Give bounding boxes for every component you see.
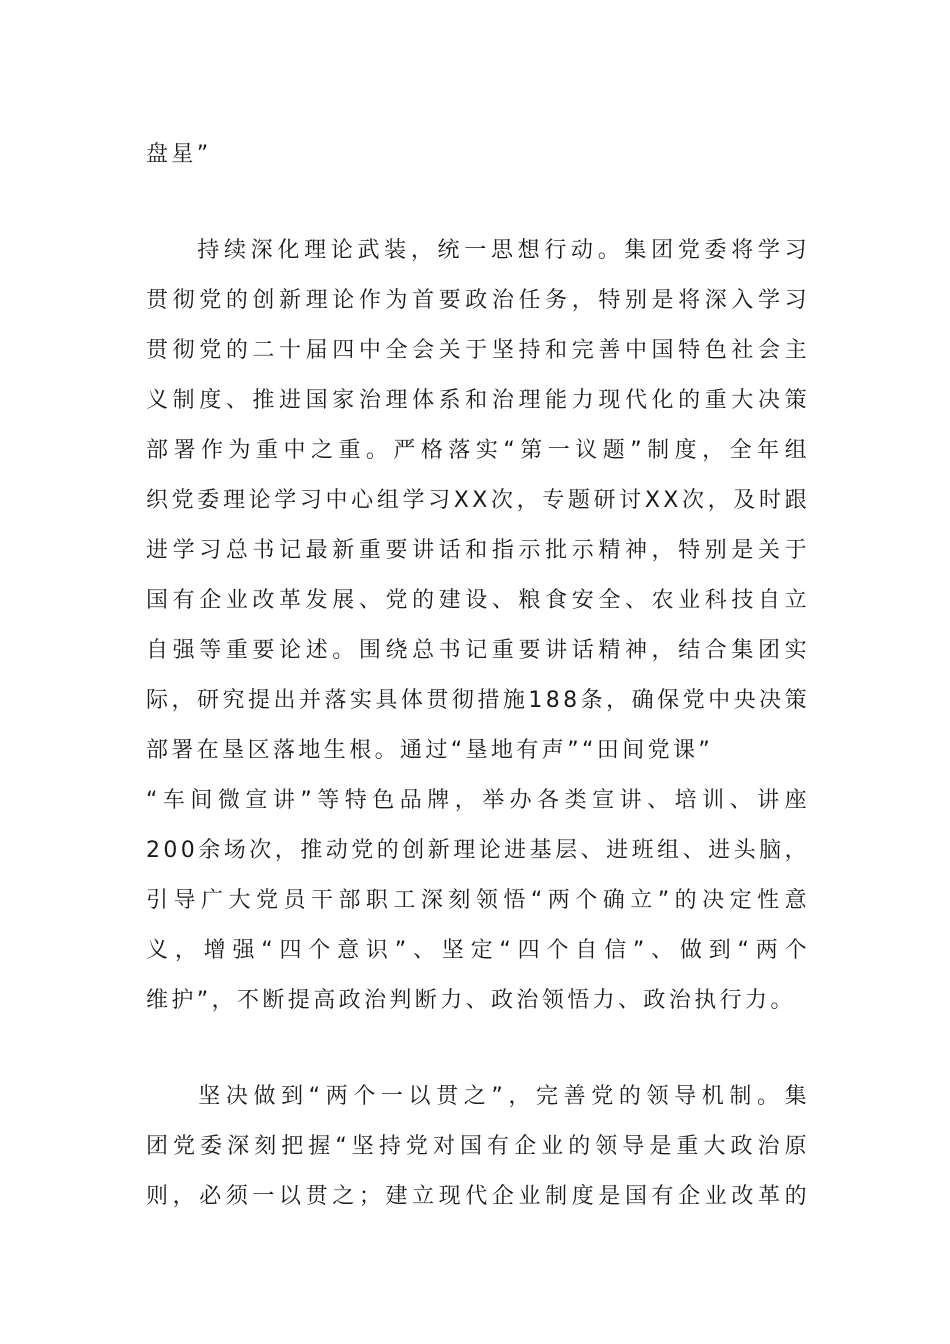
paragraph-line: 则，必须一以贯之；建立现代企业制度是国有企业改革的: [146, 1184, 810, 1209]
paragraph-line: 进学习总书记最新重要讲话和指示批示精神，特别是关于: [146, 538, 810, 563]
paragraph-line: 国有企业改革发展、党的建设、粮食安全、农业科技自立: [146, 588, 810, 613]
paragraph-line: 200余场次，推动党的创新理论进基层、进班组、进头脑，: [146, 838, 810, 863]
paragraph-party-leadership: [146, 1072, 810, 1222]
paragraph-line: 部署在垦区落地生根。通过“垦地有声”“田间党课”: [146, 738, 714, 763]
paragraph-line: 自强等重要论述。围绕总书记重要讲话精神，结合集团实: [146, 638, 810, 663]
paragraph-line: 引导广大党员干部职工深刻领悟“两个确立”的决定性意: [146, 888, 810, 913]
paragraph-line: 义，增强“四个意识”、坚定“四个自信”、做到“两个: [146, 938, 810, 963]
paragraph-line: 贯彻党的创新理论作为首要政治任务，特别是将深入学习: [146, 288, 810, 313]
paragraph-line: 织党委理论学习中心组学习XX次，专题研讨XX次，及时跟: [146, 488, 810, 513]
paragraph-line: [146, 1072, 810, 1122]
paragraph-line: 维护”，不断提高政治判断力、政治领悟力、政治执行力。: [146, 988, 796, 1013]
paragraph-line: 贯彻党的二十届四中全会关于坚持和完善中国特色社会主: [146, 338, 810, 363]
paragraph-line: 部署作为重中之重。严格落实“第一议题”制度，全年组: [146, 438, 810, 463]
paragraph-line: 义制度、推进国家治理体系和治理能力现代化的重大决策: [146, 388, 810, 413]
fragment-paragraph: [146, 130, 810, 180]
paragraph-line-text: 坚决做到“两个一以贯之”，完善党的领导机制。集: [196, 1084, 810, 1109]
paragraph-line: 际，研究提出并落实具体贯彻措施188条，确保党中央决策: [146, 688, 810, 713]
paragraph-theory-study: [146, 226, 810, 1026]
paragraph-line-text: 持续深化理论武装，统一思想行动。集团党委将学习: [196, 238, 810, 263]
paragraph-line: “车间微宣讲”等特色品牌，举办各类宣讲、培训、讲座: [146, 788, 810, 813]
paragraph-line: 团党委深刻把握“坚持党对国有企业的领导是重大政治原: [146, 1134, 810, 1159]
fragment-line: 盘星”: [146, 142, 212, 167]
paragraph-line: [146, 226, 810, 276]
